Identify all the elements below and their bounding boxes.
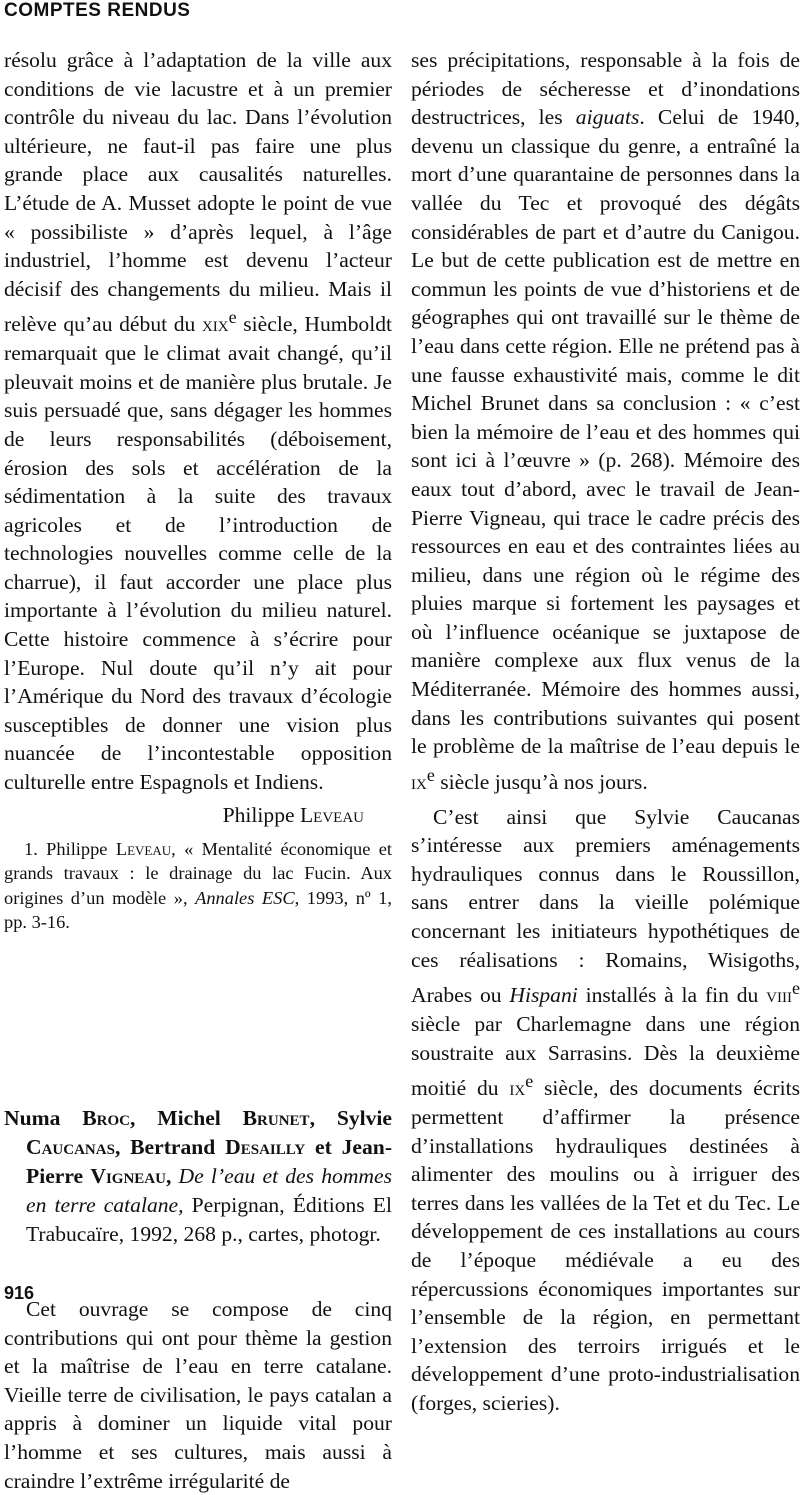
century-numeral: ix: [411, 770, 427, 795]
right-column: [411, 46, 800, 1417]
author-5-first: Jean-Pierre: [26, 1135, 393, 1189]
author-3-first: Sylvie: [336, 1106, 392, 1131]
author-sep: ,: [309, 1106, 337, 1131]
author-1-first: Numa: [4, 1106, 83, 1131]
century-superscript: e: [426, 764, 435, 785]
century-numeral: viii: [766, 983, 792, 1008]
review-paragraph-1: Cet ouvrage se compose de cinq contributions qui ont pour thème la gestion et la maîtrise de l’eau en terre catalane. Vieille terre de civilisation, le pays catalan a appris à dominer un liquide vital pour l’homme et ses cultures, mais aussi à craindre l’extrême irrégularité de: [4, 1297, 392, 1493]
right-p1-text-b: . Celui de 1940, devenu un classique du genre, a entraîné la mort d’une quarantaine de personnes dans la vallée du Tec et provoqué des dégâts considérables de part et d’autre du Canigou. Le but de cette publication est de mettre en commun les points de vue d’historiens et de géographes qui ont travaillé sur le thème de l’eau dans cette région. Elle ne prétend pas à une fausse exhaustivité mais, comme le dit Michel Brunet dans sa conclusion : « c’est bien la mémoire de l’eau et des hommes qui sont ici à l’œuvre » (p. 268). Mémoire des eaux tout d’abord, avec le travail de Jean-Pierre Vigneau, qui trace le cadre précis des ressources en eau et des contraintes liées au milieu, dans une région où le régime des pluies marque si fortement les paysages et où l’influence océanique se juxtapose de manière complexe aux flux venus de la Méditerranée. Mémoire des hommes aussi, dans les contributions suivantes qui posent le problème de la maîtrise de l’eau depuis le: [411, 105, 800, 759]
author-sep: ,: [129, 1106, 158, 1131]
review-signature: [4, 801, 392, 830]
century-superscript: e: [792, 978, 800, 999]
term-aiguats: aiguats: [575, 105, 640, 130]
left-column: [4, 46, 392, 1495]
book-title: De l’eau et des hommes en terre catalane,: [26, 1164, 393, 1218]
right-paragraph-2: [411, 803, 800, 1418]
century-superscript: e: [228, 307, 237, 328]
right-p2-text-c: siècle par Charlemagne dans une région soustraite aux Sarrasins. Dès la deuxième moitié du: [411, 1011, 800, 1101]
right-paragraph-1: [411, 46, 800, 797]
page-number: 916: [4, 1283, 35, 1303]
review-heading: [4, 1104, 392, 1249]
century-numeral: xix: [201, 312, 229, 337]
left-p1-continuation: siècle, Humboldt remarquait que le climat avait changé, qu’il pleuvait moins et de manière plus brutale. Je suis persuadé que, sans dégager les hommes de leurs responsabilités (déboisement, érosion des sols et accélération de la sédimentation à la suite des travaux agricoles et de l’introduction de technologies nouvelles comme celle de la charrue), il faut accorder une place plus importante à l’évolution du milieu naturel. Cette histoire commence à s’écrire pour l’Europe. Nul doute qu’il n’y ait pour l’Amérique du Nord des travaux d’écologie susceptibles de donner une vision plus nuancée de l’incontestable opposition culturelle entre Espagnols et Indiens.: [4, 312, 392, 795]
right-p1-text-c: siècle jusqu’à nos jours.: [434, 770, 648, 795]
book-publication: Perpignan, Éditions El Trabucaïre, 1992, 268 p., cartes, photogr.: [26, 1193, 392, 1247]
signature-first-name: Philippe: [222, 802, 300, 827]
signature-last-name: Leveau: [299, 802, 364, 827]
century-superscript: e: [525, 1071, 534, 1092]
right-p2-text: C’est ainsi que Sylvie Caucanas s’intéresse aux premiers aménagements hydrauliques connus dans le Roussillon, sans entrer dans la vieille polémique concernant les initiateurs hypothétiques de ces réalisations : Romains, Wisigoths, Arabes ou: [411, 804, 800, 1008]
footnote-text: , « Mentalité économique et grands travaux : le drainage du lac Fucin. Aux origines d’un modèle »,: [4, 839, 393, 908]
author-1-last: Broc: [82, 1106, 130, 1131]
author-3-last: Caucanas: [26, 1135, 115, 1160]
author-sep: ,: [114, 1135, 131, 1160]
author-2-last: Brunet: [242, 1106, 310, 1131]
left-paragraph-1: [4, 46, 392, 797]
author-sep: ,: [165, 1164, 179, 1189]
footnote: [4, 837, 392, 934]
footnote-journal: Annales ESC: [195, 887, 295, 908]
author-sep: et: [305, 1135, 342, 1160]
author-2-first: Michel: [157, 1106, 243, 1131]
right-p1-text: ses précipitations, responsable à la fois de périodes de sécheresse et d’inondations destructrices, les: [411, 48, 800, 130]
left-p1-text: résolu grâce à l’adaptation de la ville aux conditions de vie lacustre et à un premier contrôle du niveau du lac. Dans l’évolution ultérieure, ne faut-il pas faire une plus grande place aux causalités naturelles. L’étude de A. Musset adopte le point de vue « possibiliste » d’après lequel, à l’âge industriel, l’homme est devenu l’acteur décisif des changements du milieu. Mais il relève qu’au début du: [4, 48, 392, 337]
right-p2-text-b: installés à la fin du: [577, 983, 767, 1008]
century-numeral: ix: [509, 1076, 526, 1101]
footnote-author: Leveau: [115, 839, 172, 860]
author-5-last: Vigneau: [90, 1164, 166, 1189]
footnote-ref: , 1993, nº 1, pp. 3-16.: [4, 887, 392, 932]
term-hispani: Hispani: [509, 983, 578, 1008]
right-p2-text-d: siècle, des documents écrits permettent d’affirmer la présence d’installations hydrauliques destinées à alimenter des moulins ou à irriguer des terres dans les vallées de la Tet et du Tec. Le développement de ces installations au cours de l’époque médiévale a eu des répercussions économiques importantes sur l’ensemble de la région, en permettant l’extension des terroirs irrigués et le développement d’une proto-industrialisation (forges, scieries).: [411, 1076, 800, 1415]
footnote-lead: 1. Philippe: [24, 839, 116, 860]
running-header: COMPTES RENDUS: [4, 0, 191, 21]
author-4-last: Desailly: [225, 1135, 306, 1160]
author-4-first: Bertrand: [130, 1135, 226, 1160]
